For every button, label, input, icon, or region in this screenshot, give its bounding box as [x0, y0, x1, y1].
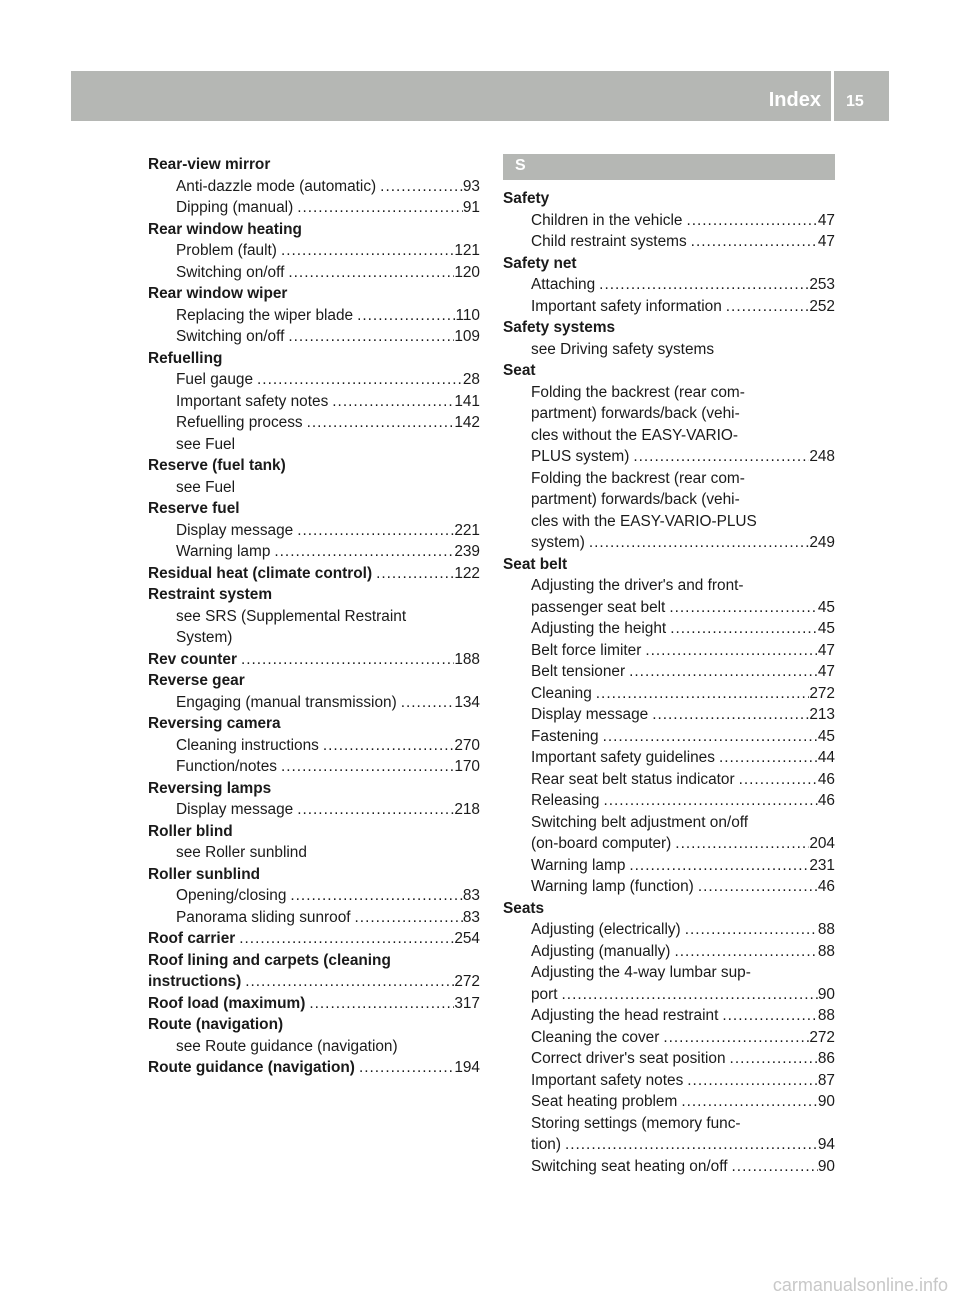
index-subentry-text: System) [176, 629, 233, 646]
entry-label: Panorama sliding sunroof [176, 908, 351, 926]
index-subentry [503, 704, 835, 726]
dot-leader [277, 240, 454, 262]
index-column-right-entries [503, 188, 835, 1177]
dot-leader [305, 993, 454, 1015]
dot-leader [648, 704, 809, 726]
dot-leader [629, 446, 809, 468]
index-subentry [503, 1091, 835, 1113]
index-subentry [148, 541, 480, 563]
dot-leader [592, 683, 810, 705]
entry-page-number: 44 [817, 749, 835, 766]
index-subentry-text: partment) forwards/back (vehi- [531, 405, 740, 422]
entry-page-number: 46 [817, 878, 835, 895]
index-subentry-text: see Fuel [176, 478, 236, 496]
entry-page-number: 94 [817, 1136, 835, 1153]
index-subentry-text: partment) forwards/back (vehi- [531, 491, 740, 508]
entry-page-number: 45 [817, 598, 835, 616]
index-subentry [503, 1005, 835, 1027]
entry-label: (on-board computer) [531, 835, 672, 852]
entry-label: tion) [531, 1136, 561, 1153]
dot-leader [665, 597, 818, 619]
entry-page-number: 170 [454, 758, 480, 775]
entry-page-number: 120 [454, 263, 480, 281]
entry-page-number: 91 [462, 199, 480, 216]
dot-leader [351, 907, 463, 929]
index-subentry [148, 799, 480, 821]
entry-page-number: 83 [462, 908, 480, 926]
entry-page-number: 272 [454, 973, 480, 990]
entry-page-number: 46 [817, 792, 835, 809]
dot-leader [599, 726, 818, 748]
entry-label: Dipping (manual) [176, 199, 294, 216]
dot-leader [718, 1005, 818, 1027]
index-subentry [148, 885, 480, 907]
entry-label: system) [531, 534, 585, 551]
entry-page-number: 90 [817, 985, 835, 1003]
dot-leader [682, 210, 817, 232]
section-letter: S [515, 157, 526, 174]
index-heading: Restraint system [148, 586, 273, 603]
dot-leader [253, 369, 463, 391]
entry-label: Replacing the wiper blade [176, 306, 354, 324]
index-heading: Rear window wiper [148, 285, 288, 302]
dot-leader [670, 941, 817, 963]
index-subentry [148, 176, 480, 198]
index-subentry [148, 412, 480, 434]
dot-leader [328, 391, 454, 413]
entry-label: Rev counter [148, 650, 237, 668]
entry-label: Important safety guidelines [531, 749, 715, 766]
entry-label: Route guidance (navigation) [148, 1059, 355, 1076]
index-heading: Safety systems [503, 319, 616, 336]
index-subentry [503, 532, 835, 554]
index-subentry [148, 907, 480, 929]
entry-page-number: 248 [809, 448, 835, 465]
index-subentry [503, 876, 835, 898]
index-subentry [503, 683, 835, 705]
index-heading: Roller blind [148, 822, 233, 840]
index-subentry [148, 240, 480, 262]
entry-page-number: 46 [817, 770, 835, 788]
index-heading-entry [148, 928, 480, 950]
dot-leader [683, 1070, 818, 1092]
dot-leader [284, 326, 454, 348]
entry-label: Warning lamp [176, 543, 271, 560]
dot-leader [286, 885, 463, 907]
entry-label: Switching on/off [176, 328, 285, 345]
entry-label: Belt force limiter [531, 641, 642, 659]
entry-page-number: 218 [454, 801, 480, 818]
index-subentry [148, 756, 480, 778]
index-subentry-text: see Roller sunblind [176, 844, 307, 861]
entry-label: Seat heating problem [531, 1093, 678, 1110]
header-bar [71, 71, 889, 121]
entry-page-number: 317 [454, 994, 480, 1012]
index-heading: Reverse gear [148, 672, 245, 689]
dot-leader [595, 274, 809, 296]
entry-label: Children in the vehicle [531, 211, 683, 229]
entry-label: Fastening [531, 727, 599, 745]
index-heading: Seats [503, 899, 545, 917]
index-subentry [503, 618, 835, 640]
entry-label: Cleaning the cover [531, 1028, 660, 1046]
entry-label: Cleaning [531, 684, 592, 702]
dot-leader [293, 799, 454, 821]
index-heading: Rear window heating [148, 220, 302, 238]
index-subentry [503, 919, 835, 941]
entry-page-number: 253 [809, 276, 835, 293]
entry-page-number: 213 [809, 706, 835, 723]
dot-leader [735, 769, 818, 791]
index-heading: Seat belt [503, 555, 568, 573]
entry-page-number: 221 [454, 521, 480, 539]
index-heading: Rear-view mirror [148, 156, 271, 173]
entry-page-number: 87 [817, 1071, 835, 1089]
entry-page-number: 86 [817, 1050, 835, 1067]
index-subentry [503, 210, 835, 232]
index-heading: Reserve (fuel tank) [148, 457, 286, 474]
entry-page-number: 254 [454, 930, 480, 947]
index-subentry [503, 274, 835, 296]
entry-label: Child restraint systems [531, 233, 687, 250]
entry-label: Display message [531, 706, 649, 723]
entry-label: Switching on/off [176, 263, 285, 281]
entry-label: Engaging (manual transmission) [176, 693, 397, 711]
index-subentry [503, 747, 835, 769]
dot-leader [376, 176, 463, 198]
entry-page-number: 122 [454, 564, 480, 582]
dot-leader [372, 563, 454, 585]
index-subentry [503, 640, 835, 662]
header-separator [831, 71, 834, 121]
entry-label: passenger seat belt [531, 598, 666, 616]
dot-leader [694, 876, 818, 898]
entry-page-number: 88 [817, 1007, 835, 1024]
page-number: 15 [846, 93, 864, 110]
index-subentry [503, 296, 835, 318]
dot-leader [319, 735, 454, 757]
entry-page-number: 93 [462, 177, 480, 195]
dot-leader [284, 262, 454, 284]
dot-leader [625, 855, 809, 877]
entry-label: Opening/closing [176, 887, 287, 904]
section-letter-bar [503, 154, 835, 180]
entry-page-number: 142 [454, 414, 480, 431]
entry-page-number: 272 [809, 1028, 835, 1046]
entry-label: Function/notes [176, 758, 277, 775]
entry-page-number: 270 [454, 736, 480, 754]
entry-page-number: 45 [817, 620, 835, 637]
entry-label: Display message [176, 521, 294, 539]
entry-page-number: 110 [455, 306, 480, 324]
index-subentry-text: Folding the backrest (rear com- [531, 469, 745, 487]
index-subentry [148, 262, 480, 284]
dot-leader [561, 1134, 818, 1156]
index-subentry [503, 446, 835, 468]
entry-page-number: 204 [809, 835, 835, 852]
entry-page-number: 47 [817, 663, 835, 680]
index-subentry [503, 1156, 835, 1178]
index-subentry [503, 231, 835, 253]
entry-page-number: 45 [817, 727, 835, 745]
entry-label: Warning lamp [531, 856, 626, 874]
entry-label: Fuel gauge [176, 371, 254, 388]
entry-label: Adjusting the height [531, 620, 667, 637]
index-subentry-text: see Fuel [176, 435, 236, 453]
entry-label: Rear seat belt status indicator [531, 770, 735, 788]
entry-label: Important safety information [531, 297, 722, 315]
entry-label: Residual heat (climate control) [148, 564, 373, 582]
entry-page-number: 47 [817, 641, 835, 659]
entry-page-number: 252 [809, 297, 835, 315]
index-subentry [503, 597, 835, 619]
index-subentry [148, 692, 480, 714]
index-heading: Refuelling [148, 349, 223, 367]
dot-leader [728, 1156, 818, 1178]
entry-page-number: 249 [809, 534, 835, 551]
index-subentry-text: see Route guidance (navigation) [176, 1037, 398, 1055]
dot-leader [599, 790, 817, 812]
entry-page-number: 239 [454, 543, 480, 560]
index-subentry [148, 520, 480, 542]
dot-leader [677, 1091, 818, 1113]
dot-leader [641, 640, 818, 662]
entry-page-number: 88 [817, 942, 835, 960]
dot-leader [237, 649, 454, 671]
index-subentry-text: cles with the EASY-VARIO-PLUS [531, 512, 757, 530]
index-subentry-text: see SRS (Supplemental Restraint [176, 607, 407, 625]
entry-label: Adjusting (electrically) [531, 921, 681, 938]
dot-leader [355, 1057, 454, 1079]
index-heading: Reversing lamps [148, 779, 272, 797]
dot-leader [722, 296, 810, 318]
index-subentry-text: Adjusting the driver's and front- [531, 577, 744, 594]
index-heading: Roller sunblind [148, 865, 261, 883]
dot-leader [277, 756, 454, 778]
entry-page-number: 90 [817, 1157, 835, 1175]
entry-page-number: 47 [817, 211, 835, 229]
index-subentry [503, 855, 835, 877]
entry-label: Refuelling process [176, 414, 303, 431]
index-subentry [503, 833, 835, 855]
entry-label: Problem (fault) [176, 242, 277, 259]
index-subentry-text: see Driving safety systems [531, 340, 715, 358]
index-subentry [503, 726, 835, 748]
entry-label: Important safety notes [531, 1071, 684, 1089]
entry-label: Correct driver's seat position [531, 1050, 726, 1067]
dot-leader [235, 928, 454, 950]
dot-leader [671, 833, 809, 855]
entry-page-number: 272 [809, 684, 835, 702]
index-subentry [503, 1134, 835, 1156]
entry-label: Roof load (maximum) [148, 994, 306, 1012]
dot-leader [293, 520, 454, 542]
entry-label: Adjusting the head restraint [531, 1007, 719, 1024]
index-subentry-text: cles without the EASY-VARIO- [531, 426, 739, 444]
entry-label: port [531, 985, 558, 1003]
index-heading-entry [148, 649, 480, 671]
dot-leader [558, 984, 818, 1006]
index-subentry [503, 790, 835, 812]
index-subentry [148, 197, 480, 219]
entry-page-number: 47 [817, 233, 835, 250]
dot-leader [659, 1027, 809, 1049]
index-heading-entry [148, 971, 480, 993]
entry-label: PLUS system) [531, 448, 630, 465]
dot-leader [397, 692, 455, 714]
dot-leader [625, 661, 818, 683]
index-column-right [503, 154, 835, 1177]
index-heading: Route (navigation) [148, 1016, 284, 1033]
dot-leader [270, 541, 454, 563]
index-subentry-text: Folding the backrest (rear com- [531, 383, 745, 401]
dot-leader [353, 305, 455, 327]
index-heading: Safety [503, 190, 550, 207]
index-heading-entry [148, 1057, 480, 1079]
index-heading: Reversing camera [148, 715, 281, 732]
index-heading: Safety net [503, 254, 577, 272]
entry-label: Important safety notes [176, 392, 329, 410]
index-subentry [503, 1027, 835, 1049]
dot-leader [666, 618, 818, 640]
entry-label: Adjusting (manually) [531, 942, 671, 960]
index-heading: Roof lining and carpets (cleaning [148, 951, 391, 969]
index-heading-entry [148, 993, 480, 1015]
index-subentry-text: Adjusting the 4-way lumbar sup- [531, 964, 751, 981]
index-subentry [503, 984, 835, 1006]
dot-leader [715, 747, 818, 769]
entry-label: Attaching [531, 276, 596, 293]
dot-leader [687, 231, 818, 253]
entry-page-number: 141 [454, 392, 480, 410]
index-subentry-text: Storing settings (memory func- [531, 1114, 741, 1132]
dot-leader [303, 412, 455, 434]
index-subentry [503, 769, 835, 791]
index-subentry [503, 661, 835, 683]
entry-label: Belt tensioner [531, 663, 626, 680]
index-heading: Reserve fuel [148, 500, 240, 517]
dot-leader [681, 919, 818, 941]
dot-leader [585, 532, 809, 554]
entry-page-number: 28 [462, 371, 480, 388]
entry-label: Warning lamp (function) [531, 878, 694, 895]
watermark: carmanualsonline.info [772, 1275, 948, 1295]
entry-page-number: 109 [454, 328, 480, 345]
entry-page-number: 88 [817, 921, 835, 938]
index-subentry [148, 305, 480, 327]
index-title: Index [768, 89, 821, 111]
index-subentry [148, 735, 480, 757]
entry-page-number: 194 [454, 1059, 480, 1076]
index-subentry-text: Switching belt adjustment on/off [531, 813, 749, 831]
entry-page-number: 188 [454, 650, 480, 668]
entry-page-number: 121 [454, 242, 480, 259]
index-subentry [148, 391, 480, 413]
dot-leader [726, 1048, 818, 1070]
entry-page-number: 83 [462, 887, 480, 904]
index-column-left [148, 154, 480, 1079]
dot-leader [241, 971, 454, 993]
entry-label: Switching seat heating on/off [531, 1157, 728, 1175]
entry-label: Display message [176, 801, 294, 818]
index-heading-entry [148, 563, 480, 585]
entry-label: Releasing [531, 792, 600, 809]
entry-label: Cleaning instructions [176, 736, 319, 754]
dot-leader [293, 197, 463, 219]
entry-label: instructions) [148, 973, 242, 990]
index-heading: Seat [503, 362, 536, 379]
entry-page-number: 231 [809, 856, 835, 874]
entry-label: Roof carrier [148, 930, 236, 947]
entry-page-number: 90 [817, 1093, 835, 1110]
index-subentry [503, 941, 835, 963]
index-subentry [148, 326, 480, 348]
entry-page-number: 134 [454, 693, 480, 711]
index-subentry [148, 369, 480, 391]
index-subentry [503, 1070, 835, 1092]
entry-label: Anti-dazzle mode (automatic) [176, 177, 377, 195]
index-subentry [503, 1048, 835, 1070]
